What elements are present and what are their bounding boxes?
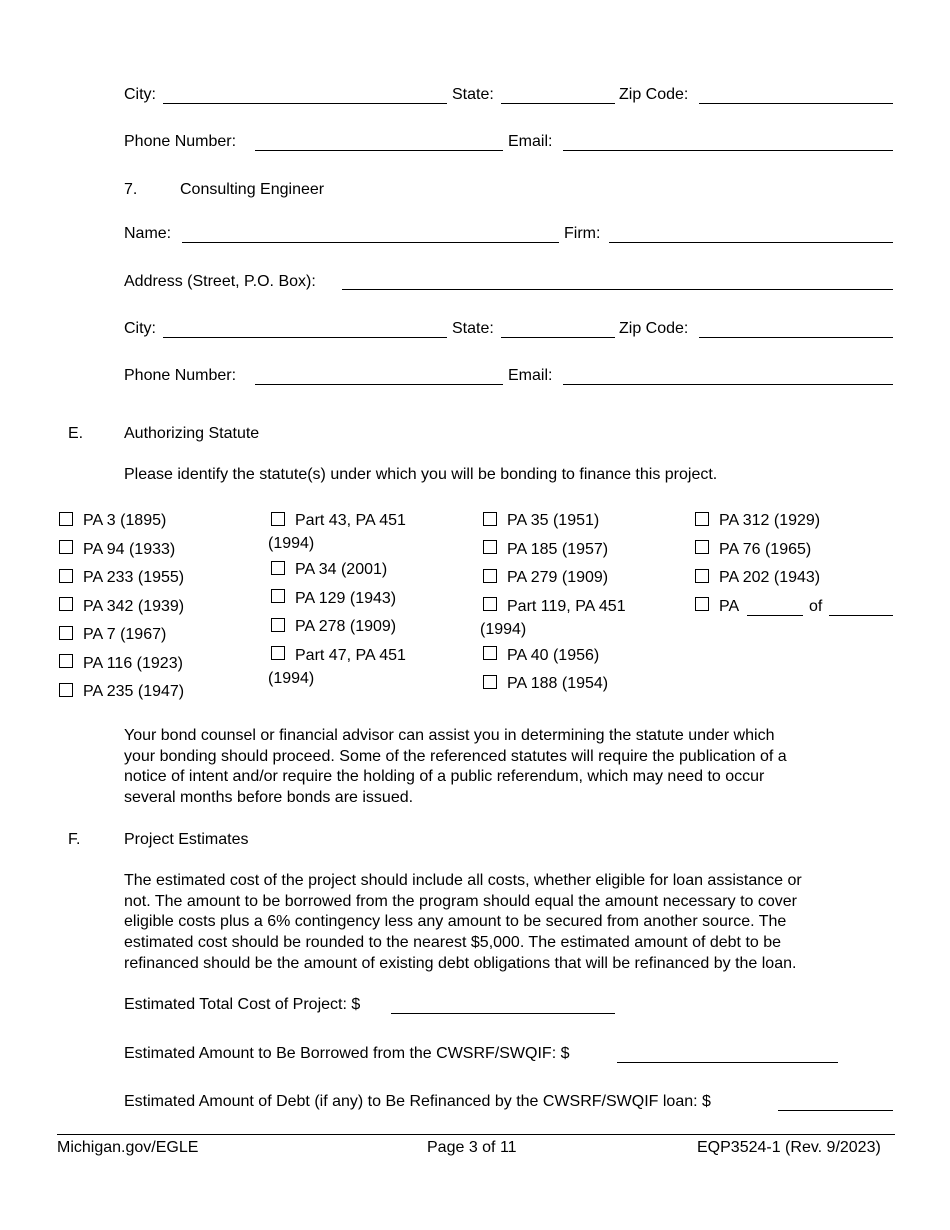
statute-label: PA 233 (1955) <box>83 569 185 586</box>
footer-website: Michigan.gov/EGLE <box>57 1139 199 1156</box>
state-label: State: <box>452 86 494 103</box>
engineer-name-field[interactable] <box>182 223 559 243</box>
engineer-phone-field[interactable] <box>255 365 503 385</box>
statute-checkbox[interactable] <box>483 540 497 554</box>
engineer-state-field[interactable] <box>501 318 615 338</box>
city-label: City: <box>124 86 156 103</box>
statute-checkbox[interactable] <box>483 597 497 611</box>
statute-other-year-field[interactable] <box>829 596 893 616</box>
engineer-email-label: Email: <box>508 367 553 384</box>
statute-checkbox[interactable] <box>59 540 73 554</box>
statute-checkbox[interactable] <box>271 589 285 603</box>
statute-label: Part 47, PA 451 <box>295 647 406 664</box>
statute-label: PA 279 (1909) <box>507 569 609 586</box>
statute-label: PA 185 (1957) <box>507 541 609 558</box>
statute-checkbox[interactable] <box>59 569 73 583</box>
engineer-state-label: State: <box>452 320 494 337</box>
email-field[interactable] <box>563 131 893 151</box>
section-7-title: Consulting Engineer <box>180 181 325 198</box>
state-field[interactable] <box>501 84 615 104</box>
zip-field[interactable] <box>699 84 893 104</box>
statute-checkbox[interactable] <box>271 561 285 575</box>
paragraph-line: refinanced should be the amount of existing debt obligations that will be refinanced by the loan. <box>124 954 797 972</box>
statute-checkbox[interactable] <box>483 646 497 660</box>
paragraph-line: The estimated cost of the project should include all costs, whether eligible for loan assistance or <box>124 872 802 889</box>
engineer-zip-field[interactable] <box>699 318 893 338</box>
paragraph-line: not. The amount to be borrowed from the program should equal the amount necessary to cover <box>124 892 797 910</box>
note-line: your bonding should proceed. Some of the referenced statutes will require the publication of a <box>124 747 787 765</box>
statute-label-continued: (1994) <box>268 535 315 552</box>
statute-label: PA 188 (1954) <box>507 675 609 692</box>
section-e-title: Authorizing Statute <box>124 425 260 442</box>
statute-label: PA 34 (2001) <box>295 561 388 578</box>
statute-checkbox[interactable] <box>59 654 73 668</box>
section-e-letter: E. <box>68 425 84 442</box>
statute-label: PA 129 (1943) <box>295 590 397 607</box>
refinanced-amount-label: Estimated Amount of Debt (if any) to Be Refinanced by the CWSRF/SWQIF loan: $ <box>124 1093 711 1110</box>
paragraph-line: eligible costs plus a 6% contingency less any amount to be secured from another source. The <box>124 913 787 931</box>
section-f-title: Project Estimates <box>124 831 249 848</box>
statute-other-prefix: PA <box>719 598 740 615</box>
statute-label: Part 43, PA 451 <box>295 512 406 529</box>
statute-label: PA 312 (1929) <box>719 512 821 529</box>
statute-label: PA 116 (1923) <box>83 655 183 672</box>
statute-checkbox[interactable] <box>271 512 285 526</box>
statute-checkbox[interactable] <box>483 512 497 526</box>
statute-checkbox[interactable] <box>59 597 73 611</box>
engineer-firm-label: Firm: <box>564 225 601 242</box>
statute-label: PA 35 (1951) <box>507 512 600 529</box>
statute-label: PA 235 (1947) <box>83 683 185 700</box>
total-cost-label: Estimated Total Cost of Project: $ <box>124 996 361 1013</box>
statute-label: PA 7 (1967) <box>83 626 167 643</box>
note-line: notice of intent and/or require the holding of a public referendum, which may need to occur <box>124 768 765 786</box>
statute-note <box>124 726 787 809</box>
statute-checkbox[interactable] <box>695 512 709 526</box>
borrowed-amount-field[interactable] <box>617 1043 838 1063</box>
statute-label: Part 119, PA 451 <box>507 598 626 615</box>
statute-label-continued: (1994) <box>480 621 527 638</box>
footer-page-number: Page 3 of 11 <box>427 1139 517 1156</box>
statute-label: PA 3 (1895) <box>83 512 167 529</box>
engineer-address-label: Address (Street, P.O. Box): <box>124 273 316 290</box>
engineer-email-field[interactable] <box>563 365 893 385</box>
phone-field[interactable] <box>255 131 503 151</box>
engineer-city-field[interactable] <box>163 318 447 338</box>
statute-checkbox[interactable] <box>59 683 73 697</box>
statute-checkbox[interactable] <box>483 675 497 689</box>
statute-label-continued: (1994) <box>268 670 315 687</box>
statute-label: PA 202 (1943) <box>719 569 821 586</box>
borrowed-amount-label: Estimated Amount to Be Borrowed from the CWSRF/SWQIF: $ <box>124 1045 570 1062</box>
zip-label: Zip Code: <box>619 86 689 103</box>
phone-label: Phone Number: <box>124 133 237 150</box>
note-line: Your bond counsel or financial advisor can assist you in determining the statute under which <box>124 727 775 744</box>
statute-label: PA 342 (1939) <box>83 598 185 615</box>
email-label: Email: <box>508 133 553 150</box>
statute-checkbox[interactable] <box>695 569 709 583</box>
engineer-phone-label: Phone Number: <box>124 367 237 384</box>
statute-label: PA 278 (1909) <box>295 618 397 635</box>
statute-label: PA 40 (1956) <box>507 647 600 664</box>
engineer-city-label: City: <box>124 320 156 337</box>
statute-checkbox[interactable] <box>271 646 285 660</box>
footer-form-id: EQP3524-1 (Rev. 9/2023) <box>697 1139 881 1156</box>
statute-instruction: Please identify the statute(s) under which you will be bonding to finance this project. <box>124 466 718 483</box>
engineer-address-field[interactable] <box>342 270 893 290</box>
estimates-paragraph <box>124 871 802 975</box>
section-f-letter: F. <box>68 831 81 848</box>
statute-label: PA 76 (1965) <box>719 541 812 558</box>
statute-other-of: of <box>809 598 823 615</box>
note-line: several months before bonds are issued. <box>124 789 414 807</box>
statute-other-checkbox[interactable] <box>695 597 709 611</box>
statute-checkbox[interactable] <box>483 569 497 583</box>
statute-checkbox[interactable] <box>271 618 285 632</box>
total-cost-field[interactable] <box>391 994 615 1014</box>
statute-checkbox[interactable] <box>59 626 73 640</box>
section-7-number: 7. <box>124 181 138 198</box>
city-field[interactable] <box>163 84 447 104</box>
refinanced-amount-field[interactable] <box>778 1091 893 1111</box>
engineer-firm-field[interactable] <box>609 223 893 243</box>
engineer-zip-label: Zip Code: <box>619 320 689 337</box>
statute-other-pa-number-field[interactable] <box>747 596 803 616</box>
statute-checkbox[interactable] <box>59 512 73 526</box>
statute-checkbox[interactable] <box>695 540 709 554</box>
footer-divider <box>57 1134 895 1135</box>
paragraph-line: estimated cost should be rounded to the nearest $5,000. The estimated amount of debt to be <box>124 934 782 952</box>
engineer-name-label: Name: <box>124 225 172 242</box>
statute-label: PA 94 (1933) <box>83 541 176 558</box>
